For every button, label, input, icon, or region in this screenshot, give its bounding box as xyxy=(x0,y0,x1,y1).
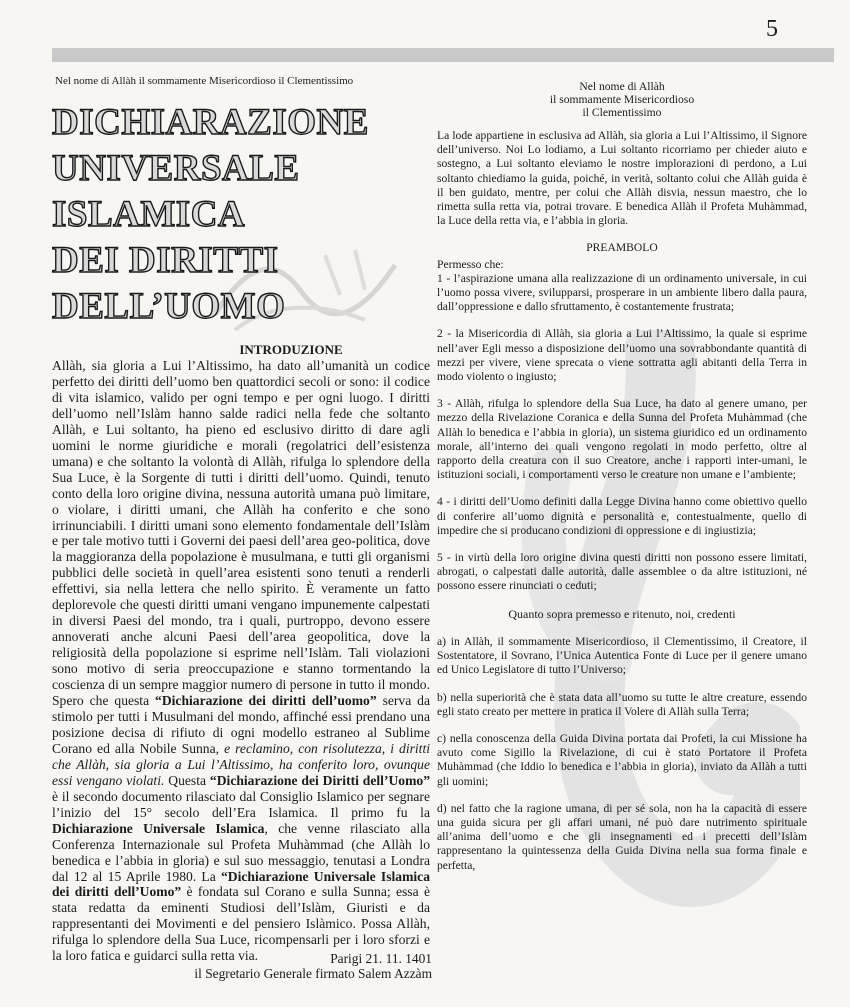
signature-name: il Segretario Generale firmato Salem Azzàm xyxy=(194,966,432,981)
belief-point: a) in Allàh, il sommamente Misericordioso, il Clementissimo, il Creatore, il Sostentatore, il Sovrano, l’Unica Autentica Fonte di Luce per il genere umano ed Unico Legislatore di tutto l’Universo; xyxy=(437,634,807,677)
preamble-item: 4 - i diritti dell’Uomo definiti dalla Legge Divina hanno come obiettivo quello di conferire all’uomo dignità e personalità e, contestualmente, quello di impedire che si producano condizioni di oppressione e di ingiustizia; xyxy=(437,495,807,537)
preambolo-heading: PREAMBOLO xyxy=(586,241,658,255)
header-basmala: Nel nome di Allàh il sommamente Misericordioso il Clementissimo xyxy=(55,75,354,87)
preamble-item: 3 - Allàh, rifulga lo splendore della Sua Luce, ha dato al genere umano, per mezzo della Rivelazione Coranica e della Sunna del Profeta Muhàmmad (che Allàh lo benedica e l’abbia in gloria), un sistema giuridico ed un ordinamento morale, all’interno dei quali vengono regolati in modo perfetto, oltre al rapporto della creatura con il suo Creatore, anche i rapporti inter-umani, le istituzioni sociali, i comportamenti verso le creature non umane e l’ambiente; xyxy=(437,397,807,482)
permesso-label: Permesso che: xyxy=(437,257,504,271)
credenti-line: Quanto sopra premesso e ritenuto, noi, credenti xyxy=(508,606,736,621)
title-line: DELL’UOMO xyxy=(52,286,286,327)
right-column xyxy=(437,80,807,886)
introduction-heading: INTRODUZIONE xyxy=(239,342,343,357)
signature-block xyxy=(170,951,432,981)
signature-date: Parigi 21. 11. 1401 xyxy=(330,951,432,966)
preamble-item: 5 - in virtù della loro origine divina questi diritti non possono essere limitati, abrogati, o calpestati dalle autorità, dalle assemblee o da altre istituzioni, né possono essere rinunciati o ceduti; xyxy=(437,551,807,593)
title-line: DICHIARAZIONE xyxy=(52,102,369,143)
basmala-block: Nel nome di Allàh il sommamente Misericordioso il Clementissimo xyxy=(549,80,695,119)
preamble-item: 2 - la Misericordia di Allàh, sia gloria a Lui l’Altissimo, la quale si esprime nell’aver Egli messo a disposizione dell’uomo una sovrabbondante quantità di mezzi per vivere, viene sprecata o viene sottratta agli abitanti della Terra in modo violento o ingiusto; xyxy=(437,327,807,384)
title-line: ISLAMICA xyxy=(52,194,246,235)
page-number: 5 xyxy=(766,16,778,42)
belief-point: c) nella conoscenza della Guida Divina portata dai Profeti, la cui Missione ha avuto come Sigillo la Rivelazione, di cui è stato Portatore il Profeta Muhàmmad (che Iddio lo benedica e l’abbia in gloria), inviato da Allàh a tutti gli uomini; xyxy=(437,731,807,788)
document-title xyxy=(52,100,422,330)
header-bar xyxy=(52,48,834,62)
left-column xyxy=(52,342,430,964)
title-line: UNIVERSALE xyxy=(52,148,300,189)
belief-point: b) nella superiorità che è stata data all’uomo su tutte le altre creature, essendo egli stato creato per mettere in pratica il Volere di Allàh sulla Terra; xyxy=(437,690,807,718)
preamble-item: 1 - l’aspirazione umana alla realizzazione di un ordinamento universale, in cui l’uomo possa vivere, svilupparsi, prosperare in un ambiente libero dalla paura, dall’oppressione e dallo sfruttamento, è costantemente frustrata; xyxy=(437,271,807,314)
intro-paragraph: La lode appartiene in esclusiva ad Allàh, sia gloria a Lui l’Altissimo, il Signore dell’universo. Noi Lo lodiamo, a Lui soltanto ricorriamo per chieder aiuto e sostegno, a Lui soltanto eleviamo le nostre implorazioni di perdono, a Lui soltanto chiediamo la guida, poiché, in verità, soltanto colui che Allàh guida è il ben guidato, mentre, per colui che Allàh disvia, nessun maestro, che lo rimetta sulla retta via, potrai trovare. E benedica Allàh il Profeta Muhàmmad, la Luce della retta via, e l’abbia in gloria. xyxy=(437,129,807,228)
introduction-text: Allàh, sia gloria a Lui l’Altissimo, ha dato all’umanità un codice perfetto dei diritti dell’uomo ben quattordici secoli or sono: il codice di vita islamico, valido per ogni tempo e per ogni luogo. I diritti dell’uomo nell’Islàm hanno salde radici nella fede che soltanto Allàh, e Lui soltanto, ha pieno ed esclusivo diritto di dare agli uomini le norme giuridiche e morali (regolatrici dell’esistenza umana) e che soltanto la volontà di Allàh, rifulga lo splendore della Sua Luce, è la Sorgente di tutti i diritti dell’uomo. Quindi, tenuto conto della loro origine divina, nessuna autorità umana può limitare, o violare, i diritti umani, che Allàh ha conferito e che sono irrinunciabili. I diritti umani sono elemento fondamentale dell’Islàm e per tale motivo tutti i Governi dei paesi dell’area geo-politica, dove la maggioranza della popolazione è musulmana, e tutti gli organismi pubblici delle società in quell’area esistenti sono tenuti a renderli effettivi, sia nella lettera che nello spirito. È veramente un fatto deplorevole che questi diritti umani vengano impunemente calpestati in diversi Paesi del mondo, tra i quali, purtroppo, devono essere annoverati anche alcuni Paesi dell’area geopolitica, dove la religiosità della popolazione si esprime nell’Islàm. Tali violazioni sono motivo di seria preoccupazione e stanno tormentando la coscienza di un sempre maggior numero di persone in tutto il mondo. Spero che questa “Dichiarazione dei diritti dell’uomo” serva da stimolo per tutti i Musulmani del mondo, affinché essi prendano una posizione decisa di rifiuto di ogni modello estraneo al Sublime Corano ed alla Nobile Sunna, e reclamino, con risolutezza, i diritti che Allàh, sia gloria a Lui l’Altissimo, ha conferito loro, ovunque essi vengano violati. Questa “Dichiarazione dei Diritti dell’Uomo” è il secondo documento rilasciato dal Consiglio Islamico per segnare l’inizio del 15° secolo dell’Era Islamica. Il primo fu la Dichiarazione Universale Islamica, che venne rilasciato alla Conferenza Internazionale sul Profeta Muhàmmad (che Allàh lo benedica e l’abbia in gloria) e sul suo messaggio, tenutasi a Londra dal 12 al 15 Aprile 1980. La “Dichiarazione Universale Islamica dei diritti dell’Uomo” è fondata sul Corano e sulla Sunna; essa è stata redatta da eminenti Studiosi dell’Islàm, Giuristi e da rappresentanti dei Movimenti e del pensiero Islàmico. Possa Allàh, rifulga lo splendore della Sua Luce, ricompensarli per i loro sforzi e la loro fatica e guidarci sulla retta via. xyxy=(52,358,431,964)
title-line: DEI DIRITTI xyxy=(52,240,279,281)
belief-point: d) nel fatto che la ragione umana, di per sé sola, non ha la capacità di essere una guida sicura per gli affari umani, né può dare nutrimento spirituale all’anima dell’uomo e che gli insegnamenti ed i precetti dell’Islàm rappresentano la quintessenza della Guida Divina nella sua forma finale e perfetta, xyxy=(437,801,807,872)
